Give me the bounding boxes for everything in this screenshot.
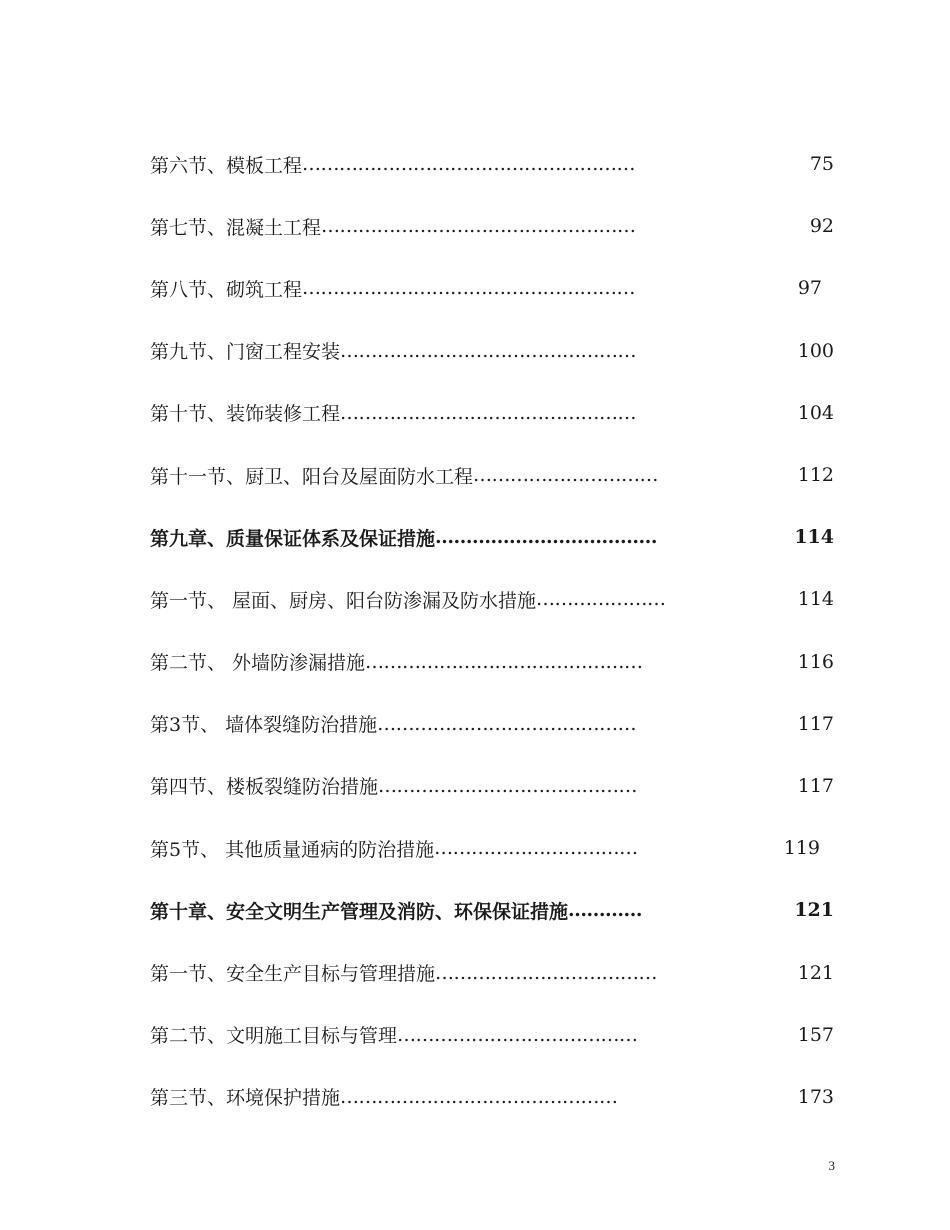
toc-entry-title: 第九章、质量保证体系及保证措施 <box>150 527 436 550</box>
toc-entry <box>150 444 840 506</box>
toc-entry-title: 第一节、安全生产目标与管理措施 <box>150 963 436 986</box>
toc-leader: ……………………………………… <box>340 1085 618 1108</box>
toc-entry-title: 第二节、 外墙防渗漏措施 <box>150 652 366 675</box>
toc-entry <box>150 133 840 195</box>
page-number: 3 <box>828 1158 835 1173</box>
toc-chapter-entry <box>150 879 840 941</box>
toc-entry-title: 第二节、文明施工目标与管理 <box>150 1025 398 1048</box>
toc-chapter-entry <box>150 506 840 568</box>
toc-leader: ……………………………………………… <box>302 153 636 176</box>
toc-entry <box>150 693 840 755</box>
toc-entry <box>150 1004 840 1066</box>
toc-page-number: 157 <box>797 1023 834 1046</box>
toc-page-number: 104 <box>797 401 834 424</box>
toc-entry-title: 第十一节、厨卫、阳台及屋面防水工程 <box>150 465 474 488</box>
toc-entry-title: 第六节、模板工程 <box>150 154 303 177</box>
toc-leader: ………………………………… <box>397 1023 638 1046</box>
toc-leader: ………………………… <box>473 464 659 487</box>
toc-entry <box>150 257 840 319</box>
toc-entry-title: 第八节、砌筑工程 <box>150 278 303 301</box>
toc-leader: …………………………………………… <box>321 215 636 238</box>
toc-leader: …………………………… <box>434 837 638 860</box>
toc-page-number: 173 <box>797 1085 834 1108</box>
toc-page-number: 114 <box>794 526 834 549</box>
toc-entry <box>150 631 840 693</box>
toc-page-number: 92 <box>809 215 834 238</box>
toc-leader: ………………………………………… <box>340 339 637 362</box>
toc-entry <box>150 1066 840 1128</box>
toc-entry <box>150 941 840 1003</box>
toc-page-number: 116 <box>797 650 834 673</box>
toc-leader: …………………………………… <box>378 774 638 797</box>
toc-entry-title: 第三节、环境保护措施 <box>150 1087 341 1110</box>
toc-page-number: 100 <box>797 339 834 362</box>
toc-entry-title: 第四节、楼板裂缝防治措施 <box>150 776 379 799</box>
toc-entry-title: 第5节、 其他质量通病的防治措施 <box>150 838 435 861</box>
toc-entry <box>150 320 840 382</box>
toc-entry <box>150 195 840 257</box>
toc-page-number: 117 <box>797 774 834 797</box>
toc-entry <box>150 568 840 630</box>
toc-entry-title: 第九节、门窗工程安装 <box>150 341 341 364</box>
toc-entry-title: 第十章、安全文明生产管理及消防、环保保证措施 <box>150 900 569 923</box>
toc-page-number: 112 <box>797 464 834 487</box>
toc-page-number: 97 <box>797 277 822 300</box>
toc-page-number: 121 <box>797 961 834 984</box>
toc-entry <box>150 755 840 817</box>
toc-leader: ……………………………………………… <box>302 277 636 300</box>
toc-leader: ……………………………… <box>435 961 658 984</box>
toc-entry <box>150 817 840 879</box>
toc-leader: …………………………………… <box>377 712 637 735</box>
toc-leader: ………………… <box>536 588 666 611</box>
toc-page-number: 121 <box>794 899 834 922</box>
toc-page-number: 114 <box>797 588 834 611</box>
table-of-contents <box>150 133 840 1128</box>
toc-entry-title: 第一节、 屋面、厨房、阳台防渗漏及防水措施 <box>150 589 537 612</box>
toc-page-number: 75 <box>809 153 834 176</box>
toc-leader: ……………………………………… <box>365 650 643 673</box>
toc-entry-title: 第七节、混凝土工程 <box>150 216 322 239</box>
toc-entry-title: 第3节、 墙体裂缝防治措施 <box>150 714 378 737</box>
toc-leader: ………………………………………… <box>340 401 637 424</box>
toc-leader: ………… <box>568 899 643 922</box>
toc-entry-title: 第十节、装饰装修工程 <box>150 403 341 426</box>
toc-page-number: 119 <box>783 837 820 860</box>
toc-page-number: 117 <box>797 712 834 735</box>
toc-leader: ……………………………… <box>435 526 658 549</box>
toc-entry <box>150 382 840 444</box>
